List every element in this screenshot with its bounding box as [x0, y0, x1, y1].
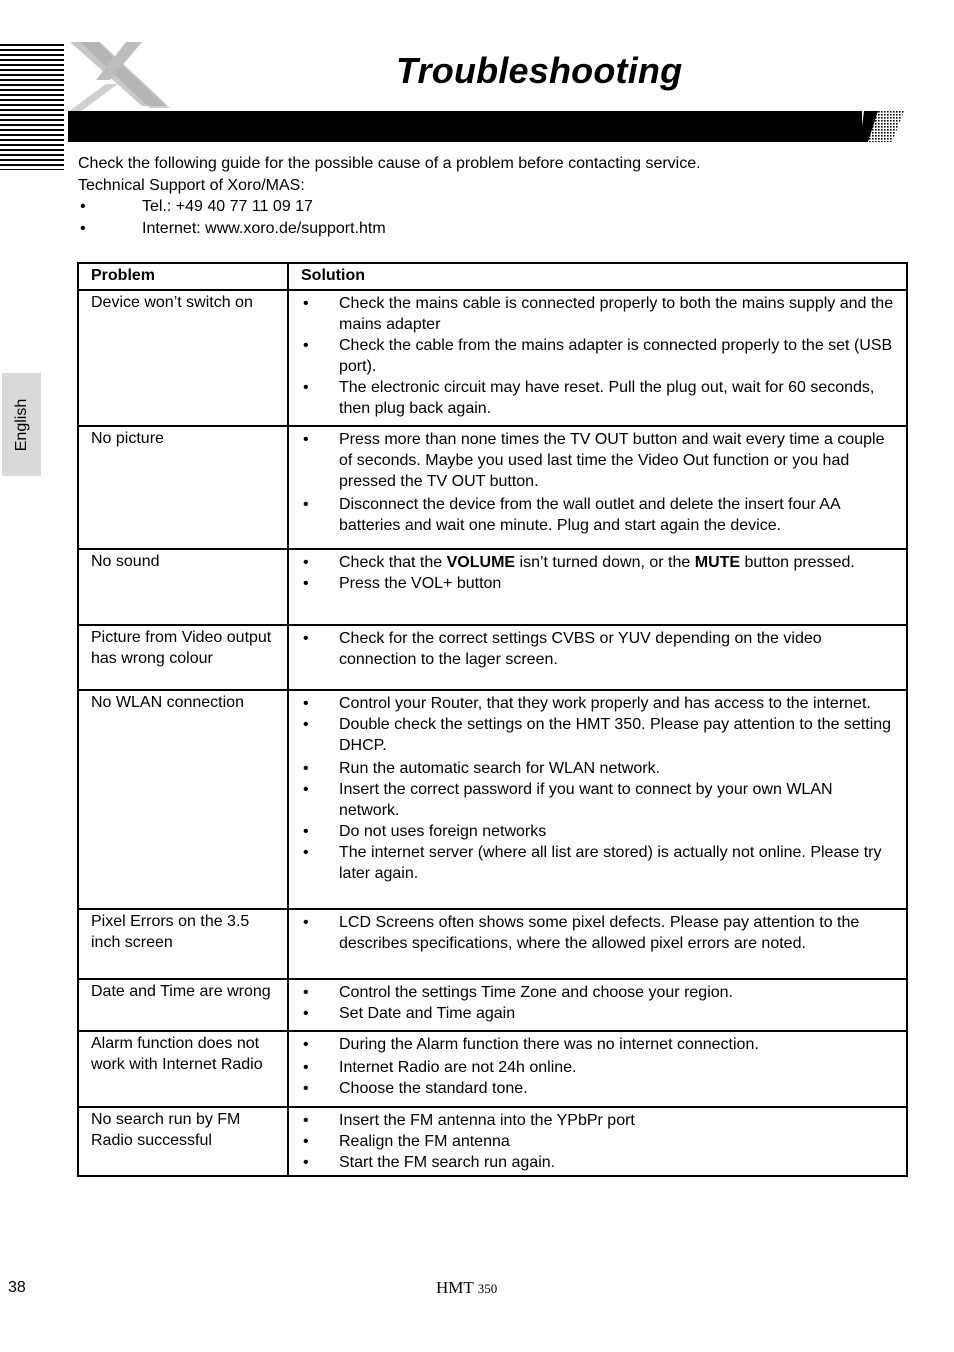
- solution-cell: [288, 909, 907, 979]
- solution-cell: [288, 690, 907, 909]
- language-tab-label: English: [12, 398, 30, 451]
- problem-cell: Device won’t switch on: [78, 290, 288, 426]
- solution-item: • The electronic circuit may have reset. Pull the plug out, wait for 60 seconds, then plug back again.: [301, 377, 894, 419]
- solution-item: • Check the cable from the mains adapter is connected properly to the set (USB port).: [301, 335, 894, 377]
- language-side-tab: [2, 373, 41, 476]
- table-row: [78, 549, 907, 625]
- solution-item: • Check the mains cable is connected properly to both the mains supply and the mains adapter: [301, 293, 894, 335]
- problem-cell: No WLAN connection: [78, 690, 288, 909]
- solution-item: • During the Alarm function there was no internet connection.: [301, 1034, 894, 1055]
- solution-item: [301, 552, 894, 573]
- table-row: [78, 290, 907, 426]
- problem-cell: Picture from Video output has wrong colour: [78, 625, 288, 690]
- footer-model-name: [436, 1278, 497, 1298]
- solution-item: • Control your Router, that they work properly and has access to the internet.: [301, 693, 894, 714]
- support-heading: Technical Support of Xoro/MAS:: [78, 176, 305, 194]
- solution-cell: [288, 1031, 907, 1107]
- solution-cell: [288, 625, 907, 690]
- volume-keyword: VOLUME: [446, 554, 516, 571]
- solution-item: • Press more than none times the TV OUT button and wait every time a couple of seconds. Maybe you used last time the Video Out function or you had pressed the TV OUT button.: [301, 429, 894, 492]
- problem-cell: No sound: [78, 549, 288, 625]
- solution-item: • Realign the FM antenna: [301, 1131, 894, 1152]
- solution-item: • Internet Radio are not 24h online.: [301, 1057, 894, 1078]
- support-phone: • Tel.: +49 40 77 11 09 17: [78, 196, 908, 218]
- table-row: [78, 625, 907, 690]
- solution-column-header: Solution: [288, 263, 907, 290]
- table-row: [78, 909, 907, 979]
- solution-text: Check that the: [339, 554, 447, 571]
- page-title: Troubleshooting: [396, 50, 683, 91]
- solution-item: • Check for the correct settings CVBS or YUV depending on the video connection to the lager screen.: [301, 628, 894, 670]
- solution-item: • Do not uses foreign networks: [301, 821, 894, 842]
- header-stripes-decoration: [0, 44, 64, 170]
- model-number: 350: [477, 1281, 498, 1296]
- solution-item: • Double check the settings on the HMT 350. Please pay attention to the setting DHCP.: [301, 714, 894, 756]
- header-bar: [68, 111, 862, 142]
- problem-cell: Date and Time are wrong: [78, 979, 288, 1031]
- solution-cell: [288, 1107, 907, 1176]
- intro-text: Check the following guide for the possible cause of a problem before contacting service.: [78, 155, 701, 172]
- solution-item: • Choose the standard tone.: [301, 1078, 894, 1099]
- table-header-row: [78, 263, 907, 290]
- xoro-x-logo-icon: [66, 40, 170, 112]
- solution-item: • Start the FM search run again.: [301, 1152, 894, 1173]
- problem-cell: Pixel Errors on the 3.5 inch screen: [78, 909, 288, 979]
- problem-cell: No picture: [78, 426, 288, 549]
- solution-item: • Disconnect the device from the wall outlet and delete the insert four AA batteries and wait one minute. Plug and start again the device.: [301, 494, 894, 536]
- problem-cell: No search run by FM Radio successful: [78, 1107, 288, 1176]
- solution-item: • Insert the FM antenna into the YPbPr port: [301, 1110, 894, 1131]
- intro-section: [78, 153, 908, 240]
- troubleshooting-table: [77, 262, 908, 1177]
- problem-column-header: Problem: [78, 263, 288, 290]
- problem-cell: Alarm function does not work with Internet Radio: [78, 1031, 288, 1107]
- solution-item: • Control the settings Time Zone and choose your region.: [301, 982, 894, 1003]
- solution-cell: [288, 290, 907, 426]
- table-row: [78, 690, 907, 909]
- solution-text: button pressed.: [740, 554, 855, 571]
- solution-item: • Run the automatic search for WLAN network.: [301, 758, 894, 779]
- mute-keyword: MUTE: [694, 554, 741, 571]
- solution-cell: [288, 426, 907, 549]
- solution-cell: [288, 549, 907, 625]
- header-bar-dot-pattern: [860, 111, 904, 142]
- solution-item: • Set Date and Time again: [301, 1003, 894, 1024]
- solution-cell: [288, 979, 907, 1031]
- solution-item: • The internet server (where all list are stored) is actually not online. Please try later again.: [301, 842, 894, 884]
- solution-text: isn’t turned down, or the: [515, 554, 695, 571]
- solution-item: • Insert the correct password if you want to connect by your own WLAN network.: [301, 779, 894, 821]
- model-letters: HMT: [436, 1278, 474, 1297]
- table-row: [78, 979, 907, 1031]
- page-number: 38: [8, 1279, 26, 1296]
- solution-item: • LCD Screens often shows some pixel defects. Please pay attention to the describes specifications, where the allowed pixel errors are noted.: [301, 912, 894, 954]
- table-row: [78, 1107, 907, 1176]
- table-row: [78, 426, 907, 549]
- solution-item: • Press the VOL+ button: [301, 573, 894, 594]
- support-contact-list: [78, 196, 908, 240]
- table-row: [78, 1031, 907, 1107]
- support-website: • Internet: www.xoro.de/support.htm: [78, 218, 908, 240]
